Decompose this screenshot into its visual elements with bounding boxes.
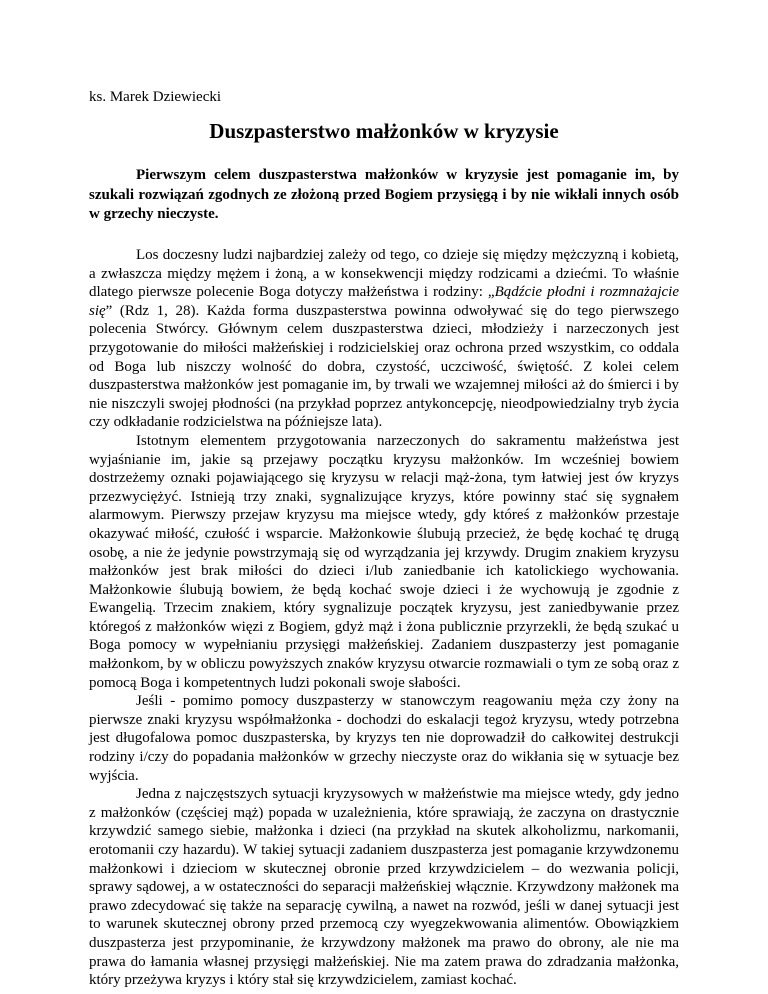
document-title: Duszpasterstwo małżonków w kryzysie	[209, 119, 559, 143]
scripture-quote: Bądźcie płodni i rozmnażajcie się	[89, 284, 679, 319]
paragraph-3: Jeśli - pomimo pomocy duszpasterzy w stanowczym reagowaniu męża czy żony na pierwsze znaki kryzysu współmałżonka - dochodzi do eskalacji tegoż kryzysu, wtedy potrzebna jest długofalowa pomoc duszpasterska, by kryzys ten nie doprowadził do całkowitej destrukcji rodziny i/czy do popadania małżonków w grzechy nieczyste oraz do wikłania się w sytuacje bez wyjścia.	[89, 693, 679, 784]
lead-paragraph: Pierwszym celem duszpasterstwa małżonków w kryzysie jest pomaganie im, by szukali rozwiązań zgodnych ze złożoną przed Bogiem przysięgą i by nie wikłali innych osób w grzechy nieczyste.	[89, 167, 679, 223]
paragraph-2: Istotnym elementem przygotowania narzeczonych do sakramentu małżeństwa jest wyjaśnianie im, jakie są przejawy początku kryzysu małżonków. Im wcześniej bowiem dostrzeżemy oznaki pojawiającego się kryzysu w relacji mąż-żona, tym łatwiej jest ów kryzys przezwyciężyć. Istnieją trzy znaki, sygnalizujące kryzys, które powinny stać się sygnałem alarmowym. Pierwszy przejaw kryzysu ma miejsce wtedy, gdy któreś z małżonków przestaje okazywać miłość, czułość i wsparcie. Małżonkowie ślubują przecież, że będę kochać tę drugą osobę, a nie że jedynie powstrzymają się od wyrządzania jej krzywdy. Drugim znakiem kryzysu małżonków jest brak miłości do dzieci i/lub zaniedbanie ich katolickiego wychowania. Małżonkowie ślubują bowiem, że będą kochać swoje dzieci i że wychowują je zgodnie z Ewangelią. Trzecim znakiem, który sygnalizuje początek kryzysu, jest zaniedbywanie przez któregoś z małżonków więzi z Bogiem, gdyż mąż i żona publicznie przyrzekli, że będą szukać u Boga pomocy w wypełnianiu przysięgi małżeńskiej. Zadaniem duszpasterzy jest pomaganie małżonkom, by w obliczu powyższych znaków kryzysu otwarcie rozmawiali o tym ze sobą oraz z pomocą Boga i kompetentnych ludzi pokonali swoje słabości.	[89, 432, 679, 691]
paragraph-1-text-b: ” (Rdz 1, 28). Każda forma duszpasterstwa powinna odwoływać się do tego pierwszego polecenia Stwórcy. Głównym celem duszpasterstwa dzieci, młodzieży i narzeczonych jest przygotowanie do miłości małżeńskiej i rodzicielskiej oraz ochrona przed wszystkim, co oddala od Boga lub niszczy wolność do dobra, czystość, uczciwość, świętość. Z kolei celem duszpasterstwa małżonków jest pomaganie im, by trwali we wzajemnej miłości aż do śmierci i by nie niszczyli swojej płodności (na przykład poprzez antykoncepcję, nieodpowiedzialny tryb życia czy odkładanie rodzicielstwa na późniejsze lata).	[89, 302, 679, 431]
paragraph-1-text-a: Los doczesny ludzi najbardziej zależy od tego, co dzieje się między mężczyzną i kobietą, a zwłaszcza między mężem i żoną, a w konsekwencji między rodzicami a dziećmi. To właśnie dlatego pierwsze polecenie Boga dotyczy małżeństwa i rodziny: „	[89, 247, 679, 301]
author-line: ks. Marek Dziewiecki	[89, 89, 222, 105]
paragraph-1	[89, 246, 679, 432]
paragraph-4: Jedna z najczęstszych sytuacji kryzysowych w małżeństwie ma miejsce wtedy, gdy jedno z małżonków (częściej mąż) popada w uzależnienia, które sprawiają, że zaczyna on drastycznie krzywdzić samego siebie, małżonka i dzieci (na przykład na skutek alkoholizmu, narkomanii, erotomanii czy hazardu). W takiej sytuacji zadaniem duszpasterza jest pomaganie krzywdzonemu małżonkowi i dzieciom w skutecznej obronie przed krzywdzicielem – do wezwania policji, sprawy sądowej, a w ostateczności do separacji małżeńskiej włącznie. Krzywdzony małżonek ma prawo zdecydować się także na separację cywilną, a nawet na rozwód, jeśli w danej sytuacji jest to warunek skutecznej obrony przed przemocą czy wyegzekwowania alimentów. Obowiązkiem duszpasterza jest przypominanie, że krzywdzony małżonek ma prawo do obrony, ale nie ma prawa do łamania własnej przysięgi małżeńskiej. Nie ma zatem prawa do zdradzania małżonka, który przeżywa kryzys i który stał się krzywdzicielem, zamiast kochać.	[89, 786, 679, 989]
body-text	[89, 246, 679, 990]
